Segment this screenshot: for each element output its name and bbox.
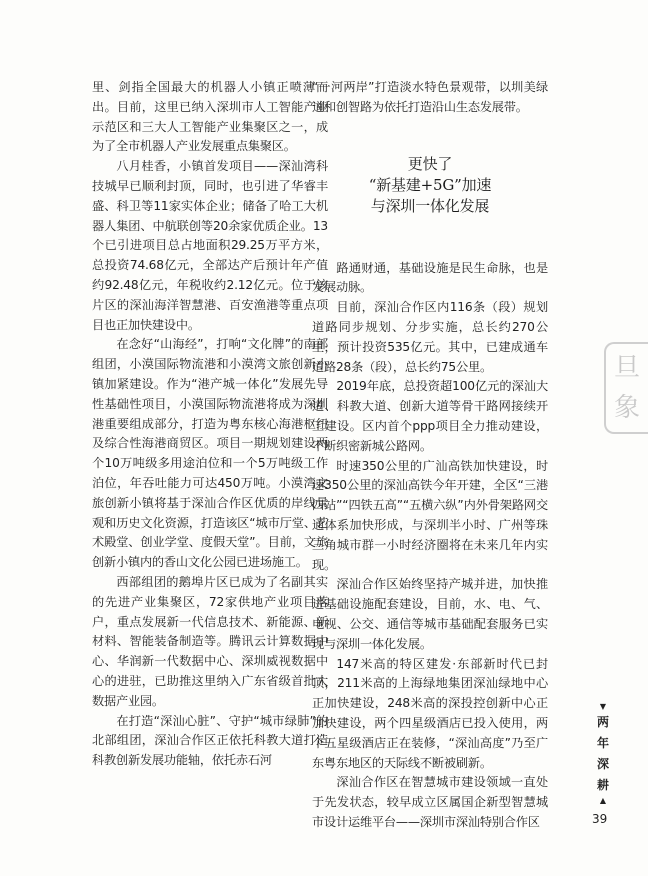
- paragraph: 西部组团的鹅埠片区已成为了名副其实的先进产业集聚区，72家供地产业项目落户，重点发展新一代信息技术、新能源、新材料、智能装备制造等。腾讯云计算数据中心、华润新一代数据中心、深圳威视数据中心的进驻，已助推这里纳入广东省级首批大数据产业园。: [92, 574, 328, 708]
- paragraph: 八月桂香，小镇首发项目——深汕湾科技城早已顺利封顶，同时，也引进了华睿丰盛、科卫等11家实体企业；储备了哈工大机器人集团、中航联创等20余家优质企业。13个已引进项目总占地面积29.25万平方米，总投资74.68亿元，全部达产后预计年产值约92.48亿元，年税收约2.12亿元。位于该片区的深汕海洋智慧港、百安渔港等重点项目也正加快建设中。: [92, 159, 328, 332]
- side-label-char: 年: [596, 736, 609, 750]
- side-label-char: 两: [596, 715, 609, 729]
- arrow-up-icon: ▲: [599, 796, 607, 805]
- side-label-char: 耕: [596, 778, 609, 792]
- paragraph: 深汕合作区始终坚持产城并进，加快推进基础设施配套建设，目前，水、电、气、电视、公交、通信等城市基础配套服务已实现与深圳一体化发展。: [312, 577, 548, 651]
- arrow-down-icon: ▼: [599, 702, 607, 711]
- paragraph: 目前，深汕合作区内116条（段）规划道路同步规划、分步实施，总长约270公里，预计投资535亿元。其中，已建成通车道路28条（段），总长约75公里。: [312, 300, 548, 374]
- paragraph: 147米高的特区建发·东部新时代已封顶，211米高的上海绿地集团深汕绿地中心正加快建设，248米高的深投控创新中心正加快建设，两个四星级酒店已投入使用，两个五星级酒店正在装修，“深汕高度”乃至广东粤东地区的天际线不断被刷新。: [312, 656, 548, 770]
- section-heading-line: “新基建+5G”加速: [368, 175, 492, 194]
- paragraph: 深汕合作区在智慧城市建设领域一直处于先发状态，较早成立区属国企新型智慧城市设计运维平台——深圳市深汕特别合作区: [312, 775, 548, 829]
- side-section-label: [596, 702, 610, 806]
- right-column: [312, 78, 548, 833]
- page-number: 39: [592, 812, 608, 826]
- paragraph: 在打造“深汕心脏”、守护“城市绿肺”的北部组团，深汕合作区正依托科教大道打造科教创新发展功能轴，依托赤石河: [92, 713, 328, 768]
- section-heading-line: 与深圳一体化发展: [370, 196, 490, 215]
- section-heading: [312, 154, 548, 217]
- seal-stamp: 旦 象: [604, 342, 648, 434]
- section-heading-line: 更快了: [407, 154, 453, 173]
- paragraph: 在念好“山海经”，打响“文化牌”的南部组团，小漠国际物流港和小漠湾文旅创新小镇加紧建设。作为“港产城一体化”发展先导性基础性项目，小漠国际物流港将成为深圳港重要组成部分，打造为粤东核心海港枢纽及综合性海港商贸区。项目一期规划建设两个10万吨级多用途泊位和一个5万吨级工作泊位，年吞吐能力可达450万吨。小漠湾文旅创新小镇将基于深汕合作区优质的岸线景观和历史文化资源，打造该区“城市厅堂、艺术殿堂、创业学堂、度假天堂”。目前，文旅创新小镇内的香山文化公园已进场施工。: [92, 337, 328, 570]
- left-column: [92, 78, 328, 771]
- paragraph: 2019年底，总投资超100亿元的深汕大道、科教大道、创新大道等骨干路网接续开工建设。区内首个ppp项目全力推动建设，不断织密新城公路网。: [312, 379, 548, 453]
- paragraph: 路通财通，基础设施是民生命脉，也是发展动脉。: [312, 260, 548, 295]
- paragraph: 时速350公里的广汕高铁加快建设，时速350公里的深汕高铁今年开建，全区“三港四站”“四铁五高”“五横六纵”内外骨架路网交通体系加快形成，与深圳半小时、广州等珠三角城市群一小时经济圈将在未来几年内实现。: [312, 458, 548, 572]
- paragraph: “一河两岸”打造淡水特色景观带，以圳美绿道和创智路为依托打造沿山生态发展带。: [312, 80, 548, 114]
- side-label-char: 深: [596, 757, 609, 771]
- paragraph: 里、剑指全国最大的机器人小镇正喷薄而出。目前，这里已纳入深圳市人工智能产业示范区和三大人工智能产业集聚区之一，成为了全市机器人产业发展重点集聚区。: [92, 80, 328, 154]
